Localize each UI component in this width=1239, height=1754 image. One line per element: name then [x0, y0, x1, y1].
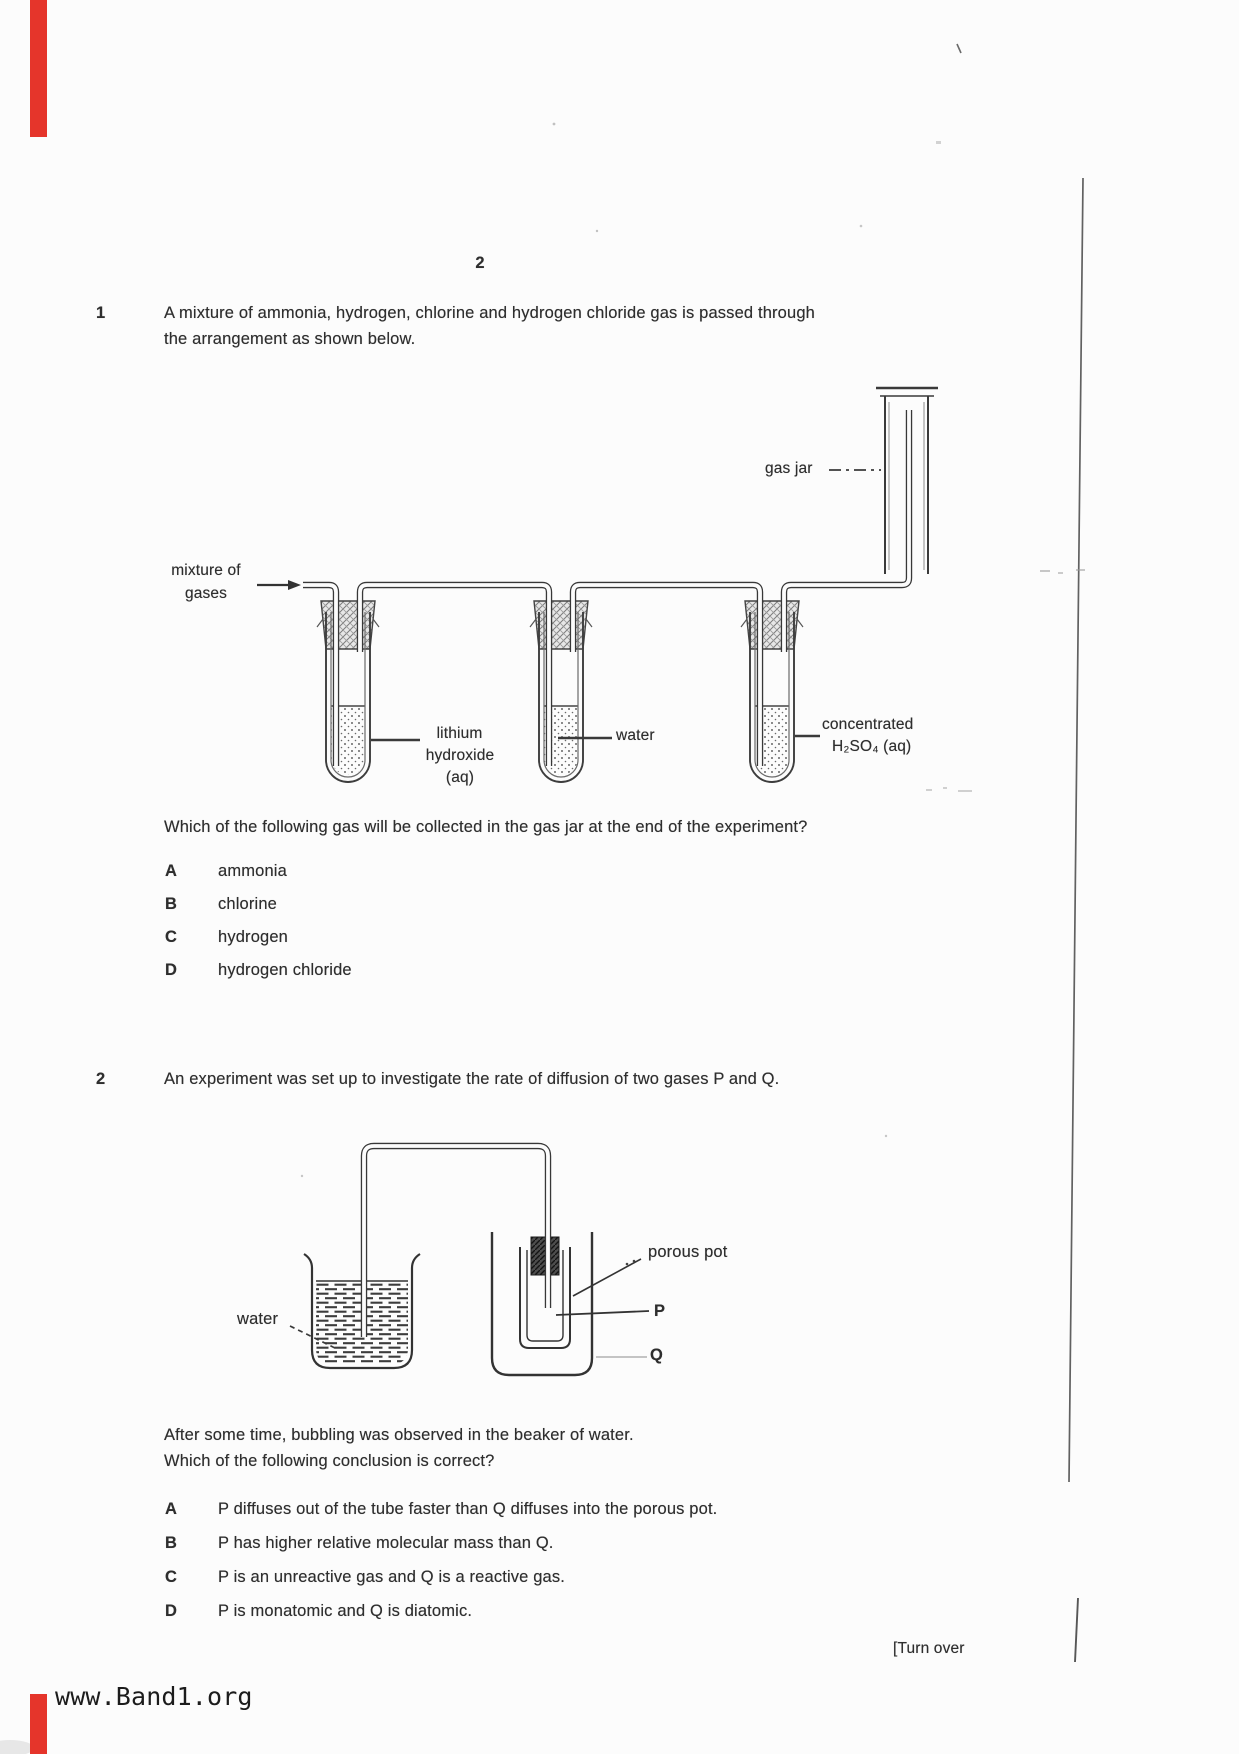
q1-question: Which of the following gas will be collected in the gas jar at the end of the experiment? — [164, 818, 808, 836]
q1-option-c — [165, 928, 288, 947]
q2-option-b-letter: B — [165, 1534, 178, 1552]
q2-option-a-text: P diffuses out of the tube faster than Q diffuses into the porous pot. — [218, 1500, 718, 1518]
q2-number: 2 — [96, 1070, 106, 1088]
q1-option-b-text: chlorine — [218, 895, 277, 913]
q2-option-c-letter: C — [165, 1568, 178, 1586]
red-edge-mark-top — [30, 0, 47, 137]
label-water-tube: water — [616, 727, 655, 744]
label-mixture-line1: mixture of — [171, 562, 241, 579]
q1-option-d-letter: D — [165, 961, 178, 979]
watermark-url: www.Band1.org — [55, 1682, 253, 1711]
q2-stem: An experiment was set up to investigate the rate of diffusion of two gases P and Q. — [164, 1070, 780, 1088]
label-concentrated-line1: concentrated — [822, 716, 914, 733]
label-lithium-line3: (aq) — [445, 769, 475, 786]
q2-option-d — [165, 1602, 472, 1621]
label-gas-q: Q — [650, 1346, 663, 1364]
label-lithium-line2: hydroxide — [425, 747, 495, 764]
label-gas-p: P — [654, 1302, 666, 1320]
red-edge-mark-bottom — [30, 1694, 47, 1754]
delivery-tubes — [303, 410, 912, 766]
q1-option-a-text: ammonia — [218, 862, 287, 880]
label-lithium-line1: lithium — [436, 725, 483, 742]
q2-option-c-text: P is an unreactive gas and Q is a reactive gas. — [218, 1568, 566, 1586]
q1-option-d — [165, 961, 352, 980]
scan-artifacts — [0, 44, 1085, 1754]
q1-option-c-text: hydrogen — [218, 928, 289, 946]
q2-option-d-letter: D — [165, 1602, 178, 1620]
q1-option-a — [165, 862, 287, 881]
q2-option-c — [165, 1568, 565, 1587]
q2-option-a — [165, 1500, 717, 1519]
q2-note-line1: After some time, bubbling was observed in the beaker of water. — [164, 1426, 634, 1444]
gas-inlet-arrow-icon — [257, 580, 301, 590]
stopper-icons — [317, 601, 803, 649]
label-mixture-line2: gases — [184, 585, 228, 602]
turn-over-note: [Turn over — [893, 1640, 965, 1657]
q1-option-c-letter: C — [165, 928, 178, 946]
q1-leader-lines — [371, 470, 881, 740]
q1-option-b-letter: B — [165, 895, 178, 913]
label-concentrated-line2: H₂SO₄ (aq) — [832, 738, 912, 755]
label-porous-pot: porous pot — [648, 1243, 728, 1261]
q1-option-b — [165, 895, 277, 914]
q1-number: 1 — [96, 304, 106, 322]
q1-option-a-letter: A — [165, 862, 178, 880]
q2-note-line2: Which of the following conclusion is correct? — [164, 1452, 495, 1470]
label-water-beaker: water — [237, 1310, 279, 1328]
q1-option-d-text: hydrogen chloride — [218, 961, 352, 979]
page-number: 2 — [475, 254, 485, 272]
q2-option-b-text: P has higher relative molecular mass than Q. — [218, 1534, 554, 1552]
label-gas-jar: gas jar — [765, 460, 813, 477]
q1-stem-line2: the arrangement as shown below. — [164, 330, 416, 348]
q2-option-b — [165, 1534, 554, 1553]
q1-stem-line1: A mixture of ammonia, hydrogen, chlorine and hydrogen chloride gas is passed through — [164, 304, 815, 322]
q2-option-d-text: P is monatomic and Q is diatomic. — [218, 1602, 473, 1620]
q2-option-a-letter: A — [165, 1500, 178, 1518]
